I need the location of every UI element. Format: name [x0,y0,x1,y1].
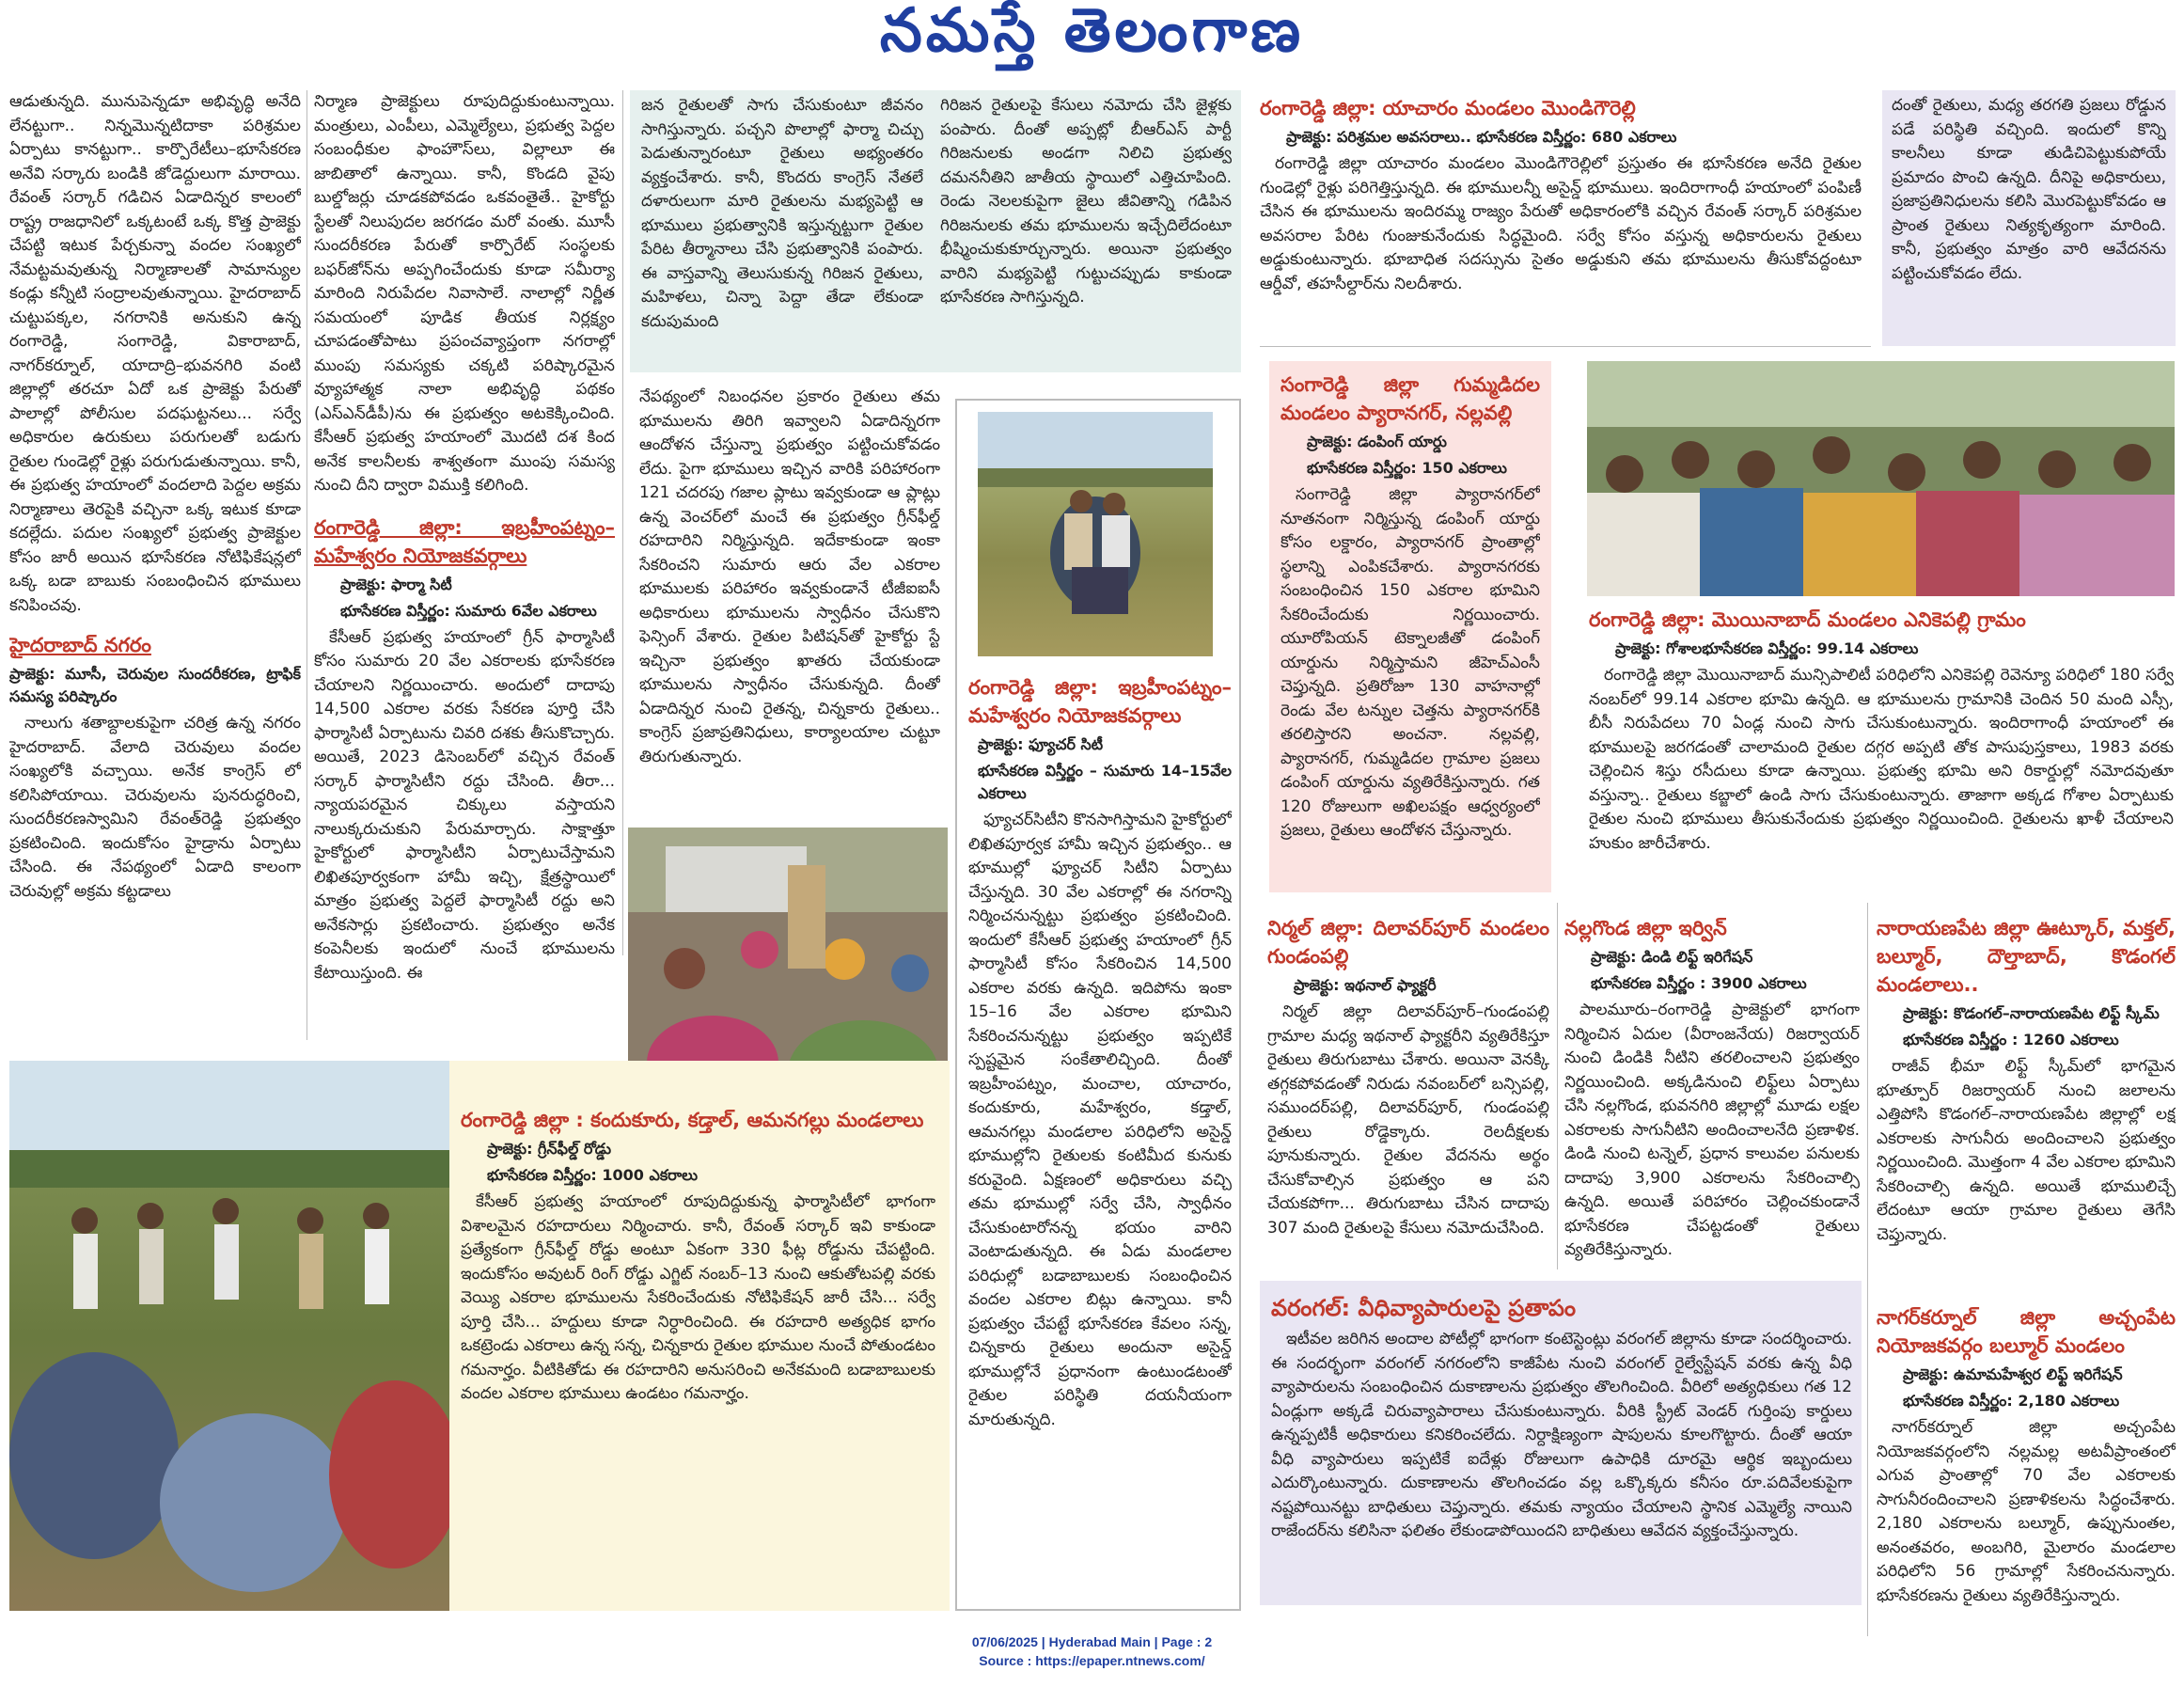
sangareddy-text [1281,367,1540,889]
yacharam-section [1260,90,1862,335]
column-4 [968,670,1232,1600]
column-2 [314,90,615,1162]
nirmal-project: ప్రాజెక్టు: ఇథనాల్ ఫ్యాక్టరీ [1294,976,1437,994]
farmers-meeting-photo [9,1061,449,1611]
moinabad-body: రంగారెడ్డి జిల్లా మొయినాబాద్ మున్సిపాలిటీ పరిధిలోని ఎనికెపల్లి రెవెన్యూ పరిధిలో 180 సర్వే నంబర్‌లో 99.14 ఎకరాల భూమి ఉన్నది. ఆ భూములను గ్రామానికి చెందిన 50 మంది ఎస్సీ, బీసీ నిరుపేదలు 70 ఏండ్ల నుంచి సాగు చేసుకుంటున్నారు. ఇందిరాగాంధీ హయాంలో ఈ భూములపై జరగడంతో చాలామంది రైతుల దగ్గర అప్పటి తోక పాసుపుస్తకాలు, 1983 వరకు చెల్లించిన శిస్తు రసీదులు కూడా ఉన్నాయి. ప్రభుత్వ భూమి అని రికార్డుల్లో నమోదవుతూ వస్తున్నా.. రైతులు కబ్జాలో ఉండి సాగు చేసుకుంటున్నారు. తాజాగా అక్కడ గోశాల ఏర్పాటుకు రైతుల నుంచి భూములు తీసుకునేందుకు ప్రభుత్వం నిర్ణయించింది. రైతులను ఖాళీ చేయాలని హుకుం జారీచేశారు. [1589,666,2174,853]
sangareddy-body: సంగారెడ్డి జిల్లా ప్యారానగర్‌లో నూతనంగా నిర్మిస్తున్న డంపింగ్ యార్డు కోసం లక్డారం, ప్యారానగర్ ప్రాంతాల్లో స్థలాన్ని ఎంపికచేశారు. ప్యారానగరకు సంబంధించిన 150 ఎకరాల భూమిని సేకరించేందుకు నిర్ణయించారు. యూరోపియన్ టెక్నాలజీతో డంపింగ్ యార్డును నిర్మిస్తామని జీహెచ్‌ఎంసీ చెప్తున్నది. ప్రతిరోజూ 130 వాహనాల్లో రెండు వేల టన్నుల చెత్తను ప్యారానగర్‌కి తరలిస్తారని అంచనా. నల్లవల్లి, ప్యారానగర్, గుమ్మడిదల గ్రామాల ప్రజలు డంపింగ్ యార్డును వ్యతిరేకిస్తున్నారు. గత 120 రోజులుగా అఖిలపక్షం ఆధ్వర్యంలో ప్రజలు, రైతులు ఆందోళన చేస్తున్నారు. [1281,485,1540,840]
nagarkurnool-headline: నాగర్‌కర్నూల్ జిల్లా అచ్చంపేట నియోజకవర్గం బల్మూర్ మండలం [1877,1306,2176,1357]
col2-extent: భూసేకరణ విస్తీర్ణం: సుమారు 6వేల ఎకరాలు [340,601,597,620]
lavender-box-text [1892,94,2166,340]
col2-headline: రంగారెడ్డి జిల్లా: ఇబ్రహీంపట్నం–మహేశ్వరం నియోజకవర్గాలు [314,515,615,567]
warangal-text [1271,1288,1852,1600]
kandukur-extent: భూసేకరణ విస్తీర్ణం: 1000 ఎకరాలు [487,1166,699,1184]
yacharam-headline: రంగారెడ్డి జిల్లా: యాచారం మండలం మొండిగౌరెల్లి [1260,97,1636,119]
nalgonda-body: పాలమూరు–రంగారెడ్డి ప్రాజెక్టులో భాగంగా నిర్మించిన ఏదుల (వీరాంజనేయ) రిజర్వాయర్ నుంచి డిండికి నీటిని తరలించాలని ప్రభుత్వం నిర్ణయించింది. అక్కడినుంచి లిఫ్ట్‌లు ఏర్పాటు చేసి నల్లగొండ, భువనగిరి జిల్లాల్లో మూడు లక్షల ఎకరాలకు సాగునీటిని అందించాలనేది ప్రణాళిక. డిండి నుంచి టన్నెల్, ప్రధాన కాలువల పనులకు దాదాపు 3,900 ఎకరాలను సేకరించాల్సి ఉన్నది. అయితే పరిహారం చెల్లించకుండానే భూసేకరణ చేపట్టడంతో రైతులు వ్యతిరేకిస్తున్నారు. [1564,1001,1860,1259]
nalgonda-project: ప్రాజెక్టు: డిండి లిఫ్ట్ ఇరిగేషన్ [1591,948,1753,966]
nirmal-body: నిర్మల్ జిల్లా దిలావర్‌పూర్–గుండంపల్లి గ్రామాల మధ్య ఇథనాల్ ఫ్యాక్టరీని వ్యతిరేకిస్తూ రైతులు తిరుగుబాటు చేశారు. అయినా వెనక్కి తగ్గకపోవడంతో నిరుడు నవంబర్‌లో బన్సిపల్లి, సముందర్‌పల్లి, దిలావర్‌పూర్, గుండంపల్లి రైతులు రోడ్డెక్కారు. రెలదీక్షలకు పూనుకున్నారు. రైతుల వేదనను అర్థం చేసుకోవాల్సిన ప్రభుత్వం ఆ పని చేయకపోగా... తిరుగుబాటు చేసిన దాదాపు 307 మంది రైతులపై కేసులు నమోదుచేసింది. [1267,1002,1549,1238]
narayanpet-section [1877,910,2176,1286]
column-3 [639,386,940,828]
kandukur-text [461,1068,935,1604]
nagarkurnool-section [1877,1300,2176,1610]
column-divider [622,90,623,955]
narayanpet-project: ప్రాజెక్టు: కొడంగల్–నారాయణపేట లిఫ్ట్ స్కీమ్ [1903,1004,2160,1022]
col4-extent: భూసేకరణ విస్తీర్ణం – సుమారు 14–15వేల ఎకరాలు [978,762,1232,802]
nagarkurnool-extent: భూసేకరణ విస్తీర్ణం: 2,180 ఎకరాలు [1903,1392,2120,1410]
farmers-illustration [9,1061,449,1611]
lavender-box [1882,90,2176,346]
warangal-headline: వరంగల్: వీధివ్యాపారులపై ప్రతాపం [1271,1295,1577,1321]
teal-box [630,90,1241,372]
col4-text: ఫ్యూచర్‌సిటీని కొనసాగిస్తామని హైకోర్టులో లిఖితపూర్వక హామీ ఇచ్చిన ప్రభుత్వం.. ఆ భూముల్లో ఫ్యూచర్ సిటీని ఏర్పాటు చేస్తున్నది. 30 వేల ఎకరాల్లో ఈ నగరాన్ని నిర్మించనున్నట్టు ప్రభుత్వం ప్రకటించింది. ఇందులో కేసీఆర్ ప్రభుత్వ హయాంలో గ్రీన్ ఫార్మాసిటీ కోసం సేకరించిన 14,500 ఎకరాల వరకు ఉన్నది. ఇదిపోను ఇంకా 15–16 వేల ఎకరాల భూమిని సేకరించనున్నట్టు ప్రభుత్వం ఇప్పటికే స్పష్టమైన సంకేతాలిచ్చింది. దీంతో ఇబ్రహీంపట్నం, మంచాల, యాచారం, కందుకూరు, మహేశ్వరం, కడ్తాల్, ఆమనగల్లు మండలాల పరిధిలోని అసైన్డ్ భూముల్లోని రైతులకు కంటిమీద కునుకు కరువైంది. ఏక్షణంలో అధికారులు వచ్చి తమ భూముల్లో సర్వే చేసి, స్వాధీనం చేసుకుంటారోనన్న భయం వారిని వెంటాడుతున్నది. ఈ ఏడు మండలాల పరిధుల్లో బడాబాబులకు సంబంధించిన వందల ఎకరాల బిట్లు ఉన్నాయి. కానీ ప్రభుత్వం చేపట్టే భూసేకరణ కేవలం సన్న, చిన్నకారు రైతులు అందునా అసైన్డ్ భూముల్లోనే ప్రధానంగా ఉంటుండటంతో రైతుల పరిస్థితి దయనీయంగా మారుతున్నది. [968,811,1232,1429]
nalgonda-headline: నల్లగొండ జిల్లా ఇర్విన్ [1564,917,1727,939]
moinabad-project: ప్రాజెక్టు: గోశాలభూసేకరణ విస్తీర్ణం: 99.14 ఎకరాలు [1615,639,1919,657]
col2-project: ప్రాజెక్టు: ఫార్మా సిటీ [340,575,452,593]
column-divider [306,90,307,1040]
sangareddy-headline: సంగారెడ్డి జిల్లా గుమ్మడిదల మండలం ప్యారానగర్, నల్లవల్లి [1281,373,1540,424]
nirmal-headline: నిర్మల్ జిల్లా: దిలావర్‌పూర్ మండలం గుండంపల్లి [1267,917,1549,968]
col4-project: ప్రాజెక్టు: ఫ్యూచర్ సిటీ [978,735,1104,753]
protest-crowd-photo [1587,361,2175,596]
column-divider [1867,903,1868,1636]
nalgonda-section [1564,910,1860,1268]
nagarkurnool-project: ప్రాజెక్టు: ఉమామహేశ్వర లిఫ్ట్ ఇరిగేషన్ [1903,1365,2123,1383]
protest-illustration [1587,361,2175,596]
sangareddy-project: ప్రాజెక్టు: డంపింగ్ యార్డు [1307,433,1447,450]
side-text: దంతో రైతులు, మధ్య తరగతి ప్రజలు రోడ్డున పడే పరిస్థితి వచ్చింది. ఇందులో కొన్ని కాలనీలు కూడా తుడిచిపెట్టుకుపోయే ప్రమాదం పొంచి ఉన్నది. దీనిపై అధికారులు, ప్రజాప్రతినిధులను కలిసి మొరపెట్టుకోవడం ఆ ప్రాంత రైతులు నిత్యకృత్యంగా మారింది. కానీ, ప్రభుత్వం మాత్రం వారి ఆవేదనను పట్టించుకోవడం లేదు. [1892,96,2166,283]
column-divider [1557,903,1558,1269]
footer-source: Source : https://epaper.ntnews.com/ [979,1653,1205,1668]
narayanpet-headline: నారాయణపేట జిల్లా ఊట్కూర్, మక్తల్, బల్మూర్, దౌల్తాబాద్, కొడంగల్ మండలాలు.. [1877,917,2176,996]
kandukur-body: కేసీఆర్ ప్రభుత్వ హయాంలో రూపుదిద్దుకున్న ఫార్మాసిటీలో భాగంగా విశాలమైన రహదారులు నిర్మించారు. కానీ, రేవంత్ సర్కార్ ఇవి కాకుండా ప్రత్యేకంగా గ్రీన్‌ఫీల్డ్ రోడ్డు అంటూ ఏకంగా 330 ఫీట్ల రోడ్డును చేపట్టింది. ఇందుకోసం అవుటర్ రింగ్ రోడ్డు ఎగ్జిట్ నంబర్–13 నుంచి ఆకుతోటపల్లి వరకు వెయ్యి ఎకరాల భూములను సేకరించేందుకు నోటిఫికేషన్ జారీ చేసి... సర్వే పూర్తి చేసి... హద్దులు కూడా నిర్ధారించింది. ఈ రహదారి అత్యధిక భాగం ఒకట్రెండు ఎకరాలు ఉన్న సన్న, చిన్నకారు రైతుల భూముల నుంచే పోతుండటం గమనార్హం. వీటికితోడు ఈ రహదారిని అనుసరించి అనేకమంది బడాబాబులకు వందల ఎకరాల భూములు ఉండటం గమనార్హం. [461,1192,935,1403]
col3-box-text: జన రైతులతో సాగు చేసుకుంటూ జీవనం సాగిస్తున్నారు. పచ్చని పొలాల్లో ఫార్మా చిచ్చు పెడుతున్నారంటూ రైతులు అభ్యంతరం వ్యక్తంచేశారు. కానీ, కొందరు కాంగ్రెస్ నేతలే దళారులుగా మారి రైతులను మభ్యపెట్టి ఆ భూములు ప్రభుత్వానికి ఇస్తున్నట్టుగా రైతుల పేరిట తీర్మానాలు చేసి ప్రభుత్వానికి పంపారు. ఈ వాస్తవాన్ని తెలుసుకున్న గిరిజన రైతులు, మహిళలు, చిన్నా పెద్దా తేడా లేకుండా కదుపుమంది [641,96,923,331]
kandukur-project: ప్రాజెక్టు: గ్రీన్‌ఫీల్డ్ రోడ్డు [487,1140,612,1158]
nagarkurnool-body: నాగర్‌కర్నూల్ జిల్లా అచ్చంపేట నియోజకవర్గంలోని నల్లమల్ల అటవీప్రాంతంలో ఎగువ ప్రాంతాల్లో 70 వేల ఎకరాలకు సాగునీరందించాలని ప్రణాళికలను సిద్ధంచేశారు. 2,180 ఎకరాలను బల్మూర్, ఉప్పునుంతల, అనంతవరం, అంబగిరి, మైలారం మండలాల పరిధిలోని 56 గ్రామాల్లో సేకరించనున్నారు. భూసేకరణను రైతులు వ్యతిరేకిస్తున్నారు. [1877,1418,2176,1605]
footer-dateline: 07/06/2025 | Hyderabad Main | Page : 2 [971,1634,1213,1649]
moinabad-caption: రంగారెడ్డి జిల్లా: మొయినాబాద్ మండలం ఎనికెపల్లి గ్రామం [1589,608,2026,631]
nirmal-section [1267,910,1549,1268]
col2-text: కేసీఆర్ ప్రభుత్వ హయాంలో గ్రీన్ ఫార్మాసిటీ కోసం సుమారు 20 వేల ఎకరాలకు భూసేకరణ చేయాలని నిర్ణయించారు. అందులో దాదాపు 14,500 ఎకరాల వరకు సేకరణ పూర్తి చేసి ఫార్మాసిటీ ఏర్పాటును చివరి దశకు తీసుకొచ్చారు. అయితే, 2023 డిసెంబర్‌లో వచ్చిన రేవంత్ సర్కార్ ఫార్మాసిటీని రద్దు చేసింది. తీరా... న్యాయపరమైన చిక్కులు వస్తాయని నాలుక్కరుచుకుని పేరుమార్చారు. సాక్షాత్తూ హైకోర్టులో ఫార్మాసిటీని ఏర్పాటుచేస్తామని లిఖితపూర్వకంగా హామీ ఇచ్చి, క్షేత్రస్థాయిలో మాత్రం ప్రభుత్వ పెద్దలే ఫార్మాసిటీ రద్దు అని అనేకసార్లు ప్రకటించారు. ప్రభుత్వం అనేక కంపెనీలకు ఇందులో నుంచే భూములను కేటాయిస్తుంది. ఈ [314,627,615,983]
teal-box-left [641,94,923,367]
moinabad-section [1589,602,2174,903]
column-1 [9,90,301,1134]
col1-headline: హైదరాబాద్ నగరం [9,634,151,656]
col1-top-text: ఆడుతున్నది. మునుపెన్నడూ అభివృద్ధి అనేది లేనట్టుగా.. నిన్నమొన్నటిదాకా పరిశ్రమల ఏర్పాటు కానట్టుగా.. కార్పొరేటీలు–భూసేకరణ అనేవి సర్కారు బండికి జోడెద్దులుగా మారాయి. రేవంత్ సర్కార్ గడిచిన ఏడాదిన్నర కాలంలో రాష్ట్ర రాజధానిలో ఒక్కటంటే ఒక్క కొత్త ప్రాజెక్టు చేపట్టి ఇటుక పేర్చకున్నా వందల సంఖ్యలో నేమట్టమవుతున్న నిర్మాణాలతో సామాన్యుల కండ్లు కన్నీటి సంద్రాలవుతున్నాయి. హైదరాబాద్ చుట్టుపక్కల, నగరానికి అనుకుని ఉన్న రంగారెడ్డి, సంగారెడ్డి, వికారాబాద్, నాగర్‌కర్నూల్, యాదాద్రి–భువనగిరి వంటి జిల్లాల్లో తరచూ ఏదో ఒక ప్రాజెక్టు పేరుతో పాలాల్లో పోలీసుల పదఘట్టనలు... సర్వే అధికారుల ఉరుకులు పరుగులతో బడుగు రైతుల గుండెల్లో రైళ్లు పరుగుడుతున్నాయి. కానీ, ఈ ప్రభుత్వ హయాంలో వందలాది పెద్దల అక్రమ నిర్మాణాలు తెరపైకి వచ్చినా ఒక్క ఇటుక కూడా కదల్లేదు. పదుల సంఖ్యలో ప్రభుత్వ ప్రాజెక్టుల కోసం జారీ అయిన భూసేకరణ నోటిఫికేషన్లలో ఒక్క బడా బాబుకు సంబంధించిన భూములు కనిపించవు. [9,92,301,615]
kandukur-headline: రంగారెడ్డి జిల్లా : కందుకూరు, కడ్తాల్, ఆమనగల్లు మండలాలు [461,1109,924,1131]
narayanpet-body: రాజీవ్ భీమా లిఫ్ట్ స్కీమ్‌లో భాగమైన భూత్పూర్ రిజర్వాయర్ నుంచి జలాలను ఎత్తిపోసి కొడంగల్–నారాయణపేట జిల్లాల్లో లక్ష ఎకరాలకు సాగునీరు అందించాలని ప్రభుత్వం నిర్ణయించింది. మొత్తంగా 4 వేల ఎకరాల భూమిని సేకరించాల్సి ఉన్నది. అయితే భూములిచ్చే లేదంటూ ఆయా గ్రామాల రైతులు తెగేసి చెప్తున్నారు. [1877,1057,2176,1244]
col2-top-text: నిర్మాణ ప్రాజెక్టులు రూపుదిద్దుకుంటున్నాయి. మంత్రులు, ఎంపీలు, ఎమ్మెల్యేలు, ప్రభుత్వ పెద్దల సంబంధీకుల ఫాంహౌస్‌లు, విల్లాలూ ఈ జాబితాలో ఉన్నాయి. కానీ, కొండది వైపు బుల్డోజర్లు చూడకపోవడం ఒకవంతైతే.. హైకోర్టు స్టేలతో నిలుపుదల జరగడం మరో వంతు. మూసీ సుందరీకరణ పేరుతో కార్పొరేట్ సంస్థలకు బఫర్‌జోన్‌ను అప్పగించేందుకు కూడా సమీర్యా మారింది నిరుపేదల నివాసాలే. నాలాల్లో నిర్ణీత సమయంలో పూడిక తీయక నిర్లక్ష్యం చూపడంతోపాటు ప్రపంచవ్యాప్తంగా నగరాల్లో ముంపు సమస్యకు చక్కటి పరిష్కారమైన వ్యూహాత్మక నాలా అభివృద్ధి పథకం (ఎస్‌ఎన్‌డీపీ)ను ఈ ప్రభుత్వం అటకెక్కించింది. కేసీఆర్ ప్రభుత్వ హయాంలో మొదటి దశ కింద అనేక కాలనీలకు శాశ్వతంగా ముంపు సమస్య నుంచి దీని ద్వారా విముక్తి కలిగింది. [314,92,615,495]
sangareddy-box [1269,361,1551,892]
teal-box-right [940,94,1232,367]
col1-project: ప్రాజెక్టు: మూసీ, చెరువుల సుందరీకరణ, ట్రాఫిక్ సమస్య పరిష్కారం [9,665,301,705]
masthead [0,0,2184,75]
warangal-body: ఇటీవల జరిగిన అందాల పోటీల్లో భాగంగా కంటెస్టెంట్లు వరంగల్ జిల్లాను కూడా సందర్శించారు. ఈ సందర్భంగా వరంగల్ నగరంలోని కాజీపేట నుంచి వరంగల్ రైల్వేస్టేషన్ వరకు ఉన్న వీధి వ్యాపారులను సంబంధించిన దుకాణాలను ప్రభుత్వం తొలగించింది. వీరిలో అత్యధికులు గత 12 ఏండ్లుగా అక్కడే చిరువ్యాపారాలు చేసుకుంటున్నారు. వీరికి స్ట్రీట్ వెండర్ గుర్తింపు కార్డులు ఉన్నప్పటికీ అధికారులు కనికరించలేదు. నిర్దాక్షిణ్యంగా షాపులను కూలగొట్టారు. దీంతో ఆయా వీధి వ్యాపారులు ఇప్పటికే ఐదేళ్లు రోజులుగా ఉపాధికి దూరమై ఆర్థిక ఇబ్బందులు ఎదుర్కొంటున్నారు. దుకాణాలను తొలగించడం వల్ల ఒక్కొక్కరు కనీసం రూ.పదివేలకుపైగా నష్టపోయినట్టు బాధితులు చెప్తున్నారు. తమకు న్యాయం చేయాలని స్థానిక ఎమ్మెల్యే నాయిని రాజేందర్‌ను కలిసినా ఫలితం లేకుండాపోయిందని బాధితులు ఆవేదన వ్యక్తంచేస్తున్నారు. [1271,1330,1852,1540]
col4-headline: రంగారెడ్డి జిల్లా: ఇబ్రహీంపట్నం–మహేశ్వరం నియోజకవర్గాలు [968,676,1232,727]
col1-text: నాలుగు శతాబ్దాలకుపైగా చరిత్ర ఉన్న నగరం హైదరాబాద్. వేలాది చెరువులు వందల సంఖ్యలోకి వచ్చాయి. అనేక కాంగ్రెస్ లో కలిసిపోయాయి. చెరువులను పునరుద్ధరించి, సుందరీకరణస్వామిని రేవంత్‌రెడ్డి ప్రభుత్వం ప్రకటించింది. ఇందుకోసం హైడ్రాను ఏర్పాటు చేసింది. ఈ నేపథ్యంలో ఏడాది కాలంగా చెరువుల్లో అక్రమ కట్టడాలు [9,714,301,901]
col3-text: నేపథ్యంలో నిబంధనల ప్రకారం రైతులు తమ భూములను తిరిగి ఇవ్వాలని ఏడాదిన్నరగా ఆందోళన చేస్తున్నా ప్రభుత్వం పట్టించుకోవడం లేదు. పైగా భూములు ఇచ్చిన వారికి పరిహారంగా 121 చదరపు గజాల ప్లాటు ఇవ్వకుండా ఆ ప్లాట్లు ఉన్న వెంచర్‌లో మంచే ఈ ప్రభుత్వం గ్రీన్‌ఫీల్డ్ రహదారిని నిర్మిస్తున్నది. ఇదేకాకుండా ఇంకా సేకరించని సుమారు ఆరు వేల ఎకరాల భూములకు పరిహారం ఇవ్వకుండానే టీజీఐఐసీ అధికారులు భూములను స్వాధీనం చేసుకొని ఫెన్సింగ్ వేశారు. రైతుల పిటిషన్‌తో హైకోర్టు స్టే ఇచ్చినా ప్రభుత్వం ఖాతరు చేయకుండా భూములను స్వాధీనం చేసుకున్నది. దీంతో ఏడాదిన్నర నుంచి రైతన్న, చిన్నకారు రైతులు.. కాంగ్రెస్ ప్రజాప్రతినిధులు, కార్యాలయాల చుట్టూ తిరుగుతున్నారు. [639,387,940,766]
section-divider [1260,346,1871,347]
yacharam-project: ప్రాజెక్టు: పరిశ్రమల అవసరాలు.. భూసేకరణ విస్తీర్ణం: 680 ఎకరాలు [1286,128,1677,146]
narayanpet-extent: భూసేకరణ విస్తీర్ణం : 1260 ఎకరాలు [1903,1031,2119,1048]
newspaper-title: నమస్తే తెలంగాణ [879,0,1305,66]
warangal-box [1260,1281,1862,1605]
nalgonda-extent: భూసేకరణ విస్తీర్ణం : 3900 ఎకరాలు [1591,974,1807,992]
col4-box-text: గిరిజన రైతులపై కేసులు నమోదు చేసి జైళ్లకు పంపారు. దీంతో అప్పట్లో బీఆర్‌ఎస్ పార్టీ గిరిజనులకు అండగా నిలిచి ప్రభుత్వ దమననీతిని జాతీయ స్థాయిలో ఎత్తిచూపింది. రెండు నెలలకుపైగా జైలు జీవితాన్ని గడిపిన గిరిజనులకు తమ భూములను ఇచ్చేదిలేదంటూ భీష్మించుకుకూర్చున్నారు. అయినా ప్రభుత్వం వారిని మభ్యపెట్టి గుట్టుచప్పుడు కాకుండా భూసేకరణ సాగిస్తున్నది. [940,96,1232,307]
sangareddy-extent: భూసేకరణ విస్తీర్ణం: 150 ఎకరాలు [1307,459,1507,477]
yacharam-body: రంగారెడ్డి జిల్లా యాచారం మండలం మొండిగౌరెల్లిలో ప్రస్తుతం ఈ భూసేకరణ అనేది రైతుల గుండెల్లో రైళ్లు పరిగెత్తిస్తున్నది. ఈ భూములన్నీ అసైన్డ్ భూములు. ఇందిరాగాంధీ హయాంలో పంపిణీ చేసిన ఈ భూములను ఇందిరమ్మ రాజ్యం పేరుతో అధికారంలోకి వచ్చిన రేవంత్ సర్కార్ పరిశ్రమల అవసరాల పేరిట గుంజుకునేందుకు సిద్ధమైంది. సర్వే కోసం వస్తున్న అధికారులను రైతులు అడ్డుకుంటున్నారు. భూబాధిత సదస్సును సైతం అడ్డుకుని తమ భూములను తీసుకోవద్దంటూ ఆర్డీవో, తహసీల్దార్‌ను నిలదీశారు. [1260,154,1862,293]
